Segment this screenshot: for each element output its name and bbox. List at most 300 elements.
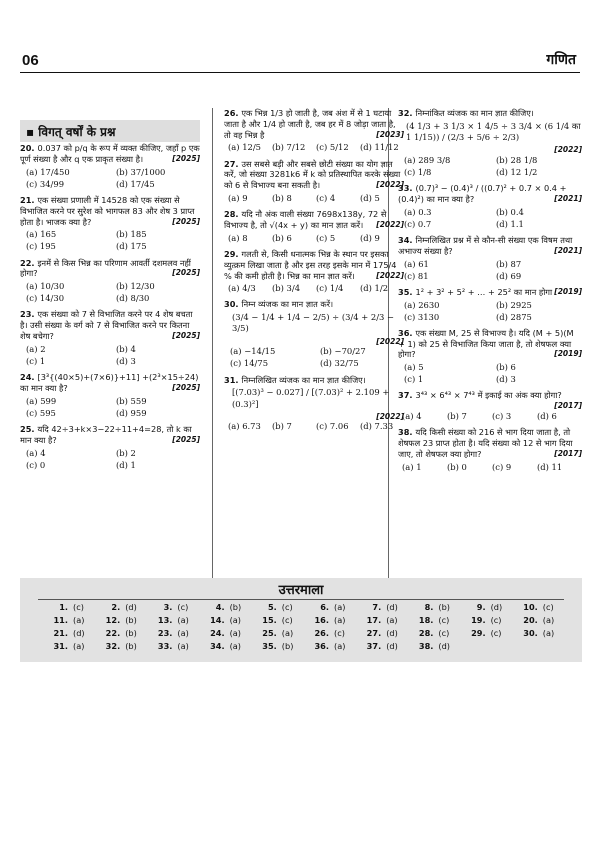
answer-option: (d) (438, 641, 450, 651)
question-text: इनमें से किस भिन्न का परिणाम आवर्ती दशमलव नहीं होगा? (20, 257, 191, 279)
answer-option: (c) (281, 602, 293, 612)
answer-entry (46, 615, 98, 625)
answer-entry (150, 602, 202, 612)
option: (d) 69 (496, 270, 522, 281)
question-number: 26. (224, 108, 239, 118)
question-number: 21. (20, 194, 35, 205)
option: (d) 1/2 (360, 283, 389, 294)
question-number: 35. (398, 286, 413, 297)
subject-title: गणित (546, 52, 576, 68)
answer-option: (b) (438, 602, 450, 612)
year-tag: [2021] (554, 245, 582, 255)
options (228, 283, 404, 294)
answer-option: (b) (229, 602, 242, 612)
question-text: उस सबसे बड़ी और सबसे छोटी संख्या का योग ज्ञात करें, जो संख्या 3281k6 में k को प्रतिस्थापित करके संख्या को 6 से विभाज्य बना सकती है। (224, 158, 401, 191)
answer-entry (307, 641, 359, 651)
option: (c) 1/4 (316, 283, 344, 294)
question-number: 25. (20, 423, 35, 434)
option: (b) 37/1000 (116, 166, 166, 177)
question (224, 108, 404, 154)
answer-option: (d) (386, 602, 398, 612)
answer-number: 7. (372, 602, 382, 612)
question (398, 183, 582, 230)
options (26, 448, 200, 471)
year-tag: [2022] (376, 336, 404, 346)
option: (a) 0.3 (404, 206, 432, 217)
answer-number: 32. (105, 641, 121, 651)
answer-option: (a) (73, 615, 85, 625)
option: (b) 12/30 (116, 281, 155, 292)
option: (d) 8/30 (116, 293, 150, 304)
option: (a) 8 (228, 232, 248, 243)
answer-number: 33. (157, 641, 173, 651)
answer-number: 28. (418, 628, 434, 638)
options (228, 142, 404, 153)
options (404, 362, 582, 385)
year-tag: [2022] (376, 411, 404, 421)
answer-number: 26. (314, 628, 329, 638)
option: (b) 0.4 (496, 206, 524, 217)
option: (a) 599 (26, 395, 57, 406)
question-text: निम्नांकित व्यंजक का मान ज्ञात कीजिए। (415, 108, 534, 118)
answer-option: (a) (334, 602, 346, 612)
answer-number: 19. (471, 615, 486, 625)
year-tag: [2025] (172, 434, 200, 444)
answer-entry (150, 641, 202, 651)
answer-option: (c) (177, 602, 189, 612)
question (398, 235, 582, 282)
options (228, 421, 404, 432)
question-expression: [(7.03)³ − 0.027] / [(7.03)² + 2.109 + (0.3)²] (232, 387, 390, 409)
answer-option: (a) (229, 641, 241, 651)
option: (a) 4/3 (228, 283, 256, 294)
answer-option: (b) (125, 615, 137, 625)
answer-entry (46, 628, 98, 638)
question-text: निम्नलिखित प्रश्न में से कौन-सी संख्या एक विषम तथा अभाज्य संख्या है? (398, 234, 573, 256)
option: (d) 959 (116, 407, 147, 418)
option: (c) 34/99 (26, 178, 65, 189)
question-text: यदि नौ अंक वाली संख्या 7698x138y, 72 से विभाज्य है, तो √(4x + y) का मान ज्ञात करें। (224, 209, 387, 230)
option: (b) 2 (116, 447, 136, 458)
option: (c) 3 (492, 411, 512, 422)
option: (b) 3/4 (272, 283, 301, 294)
answer-entry (46, 641, 98, 651)
answer-option: (a) (229, 628, 241, 638)
question-text: 3⁴³ × 6⁴³ × 7⁴³ में इकाई का अंक क्या होगा? (415, 390, 562, 401)
answer-entry (411, 615, 463, 625)
answer-option: (a) (177, 641, 189, 651)
answer-option: (d) (386, 641, 398, 651)
option: (b) 6 (272, 232, 292, 243)
question-number: 31. (224, 374, 239, 385)
answer-number: 13. (157, 615, 173, 625)
answer-entry (255, 615, 307, 625)
option: (b) 6 (496, 362, 516, 373)
answer-entry (255, 641, 307, 651)
answer-number: 29. (471, 628, 486, 638)
answer-option: (a) (386, 615, 398, 625)
question-number: 22. (20, 257, 35, 268)
question-column-3 (398, 108, 582, 478)
option: (a) 2 (26, 343, 46, 354)
year-tag: [2017] (554, 448, 582, 458)
option: (a) 12/5 (228, 142, 261, 153)
question (224, 209, 404, 244)
question (20, 143, 200, 190)
year-tag: [2025] (172, 216, 200, 226)
question-number: 36. (398, 327, 413, 338)
answer-number: 37. (366, 641, 382, 651)
option: (c) 0.7 (404, 218, 432, 229)
answer-number: 25. (262, 628, 277, 638)
answer-number: 27. (366, 628, 382, 638)
answer-entry (307, 615, 359, 625)
option: (b) 0 (447, 461, 467, 472)
answer-entry (307, 602, 359, 612)
option: (a) 1 (402, 461, 422, 472)
option: (d) 12 1/2 (496, 167, 538, 177)
option: (d) 1.1 (496, 218, 524, 229)
option: (a) 289 3/8 (404, 154, 451, 165)
option: (a) 9 (228, 193, 248, 204)
answer-number: 4. (215, 602, 225, 612)
question (20, 309, 200, 367)
question-text: (0.7)³ − (0.4)³ / ((0.7)² + 0.7 × 0.4 + (0.4)²) का मान क्या है? (398, 183, 567, 204)
question (398, 427, 582, 473)
answer-number: 20. (523, 615, 538, 625)
option: (a) −14/15 (230, 346, 276, 357)
question-text: एक संख्या प्रणाली में 14528 को एक संख्या से विभाजित करने पर सुरेश को भागफल 83 और शेष 3 प्राप्त होता है। भाजक क्या है? (20, 194, 195, 227)
question-number: 33. (398, 183, 413, 194)
question (224, 299, 404, 369)
answer-entry (203, 628, 255, 638)
option: (c) 14/30 (26, 293, 65, 304)
answer-number: 9. (476, 602, 486, 612)
page-number: 06 (22, 52, 39, 69)
year-tag: [2023] (376, 129, 404, 139)
answer-entry (203, 615, 255, 625)
question-number: 29. (224, 248, 239, 259)
answer-entry (411, 628, 463, 638)
option: (a) 2630 (404, 299, 440, 310)
options (26, 396, 200, 419)
option: (c) 14/75 (230, 358, 269, 369)
option: (b) 185 (116, 229, 147, 240)
option: (a) 17/450 (26, 166, 70, 177)
options (402, 411, 582, 422)
question-text: निम्न व्यंजक का मान ज्ञात करें। (241, 299, 334, 310)
answer-option: (d) (125, 602, 137, 612)
question-number: 23. (20, 309, 35, 320)
answer-key-title: उत्तरमाला (278, 583, 324, 598)
question-text: एक भिन्न 1/3 हो जाती है, जब अंश में से 1 घटाया जाता है और 1/4 हो जाती है, जब हर में 8 जोड़ा जाता है, तो वह भिन्न है (224, 108, 396, 140)
option: (b) 2925 (496, 299, 532, 310)
option: (c) 1 (26, 355, 46, 366)
question-text: निम्नलिखित व्यंजक का मान ज्ञात कीजिए। (241, 374, 366, 385)
answer-number: 10. (523, 602, 538, 612)
answer-option: (b) (125, 628, 137, 638)
year-tag: [2025] (172, 331, 200, 341)
answer-number: 38. (418, 641, 434, 651)
answer-entry (46, 602, 98, 612)
answer-number: 5. (267, 602, 277, 612)
answer-option: (c) (490, 615, 502, 625)
answer-entry (150, 628, 202, 638)
option: (d) 11 (537, 461, 563, 472)
answer-option: (a) (177, 615, 189, 625)
section-heading: ▪ विगत् वर्षों के प्रश्न (20, 120, 200, 142)
options (404, 259, 582, 282)
answer-number: 16. (314, 615, 329, 625)
answer-option: (a) (73, 641, 85, 651)
year-tag: [2025] (172, 268, 200, 278)
option: (d) 2875 (496, 311, 532, 322)
question (20, 195, 200, 253)
options (26, 281, 200, 304)
column-divider-1 (212, 108, 213, 578)
options (26, 229, 200, 252)
option: (b) 7 (272, 421, 292, 432)
year-tag: [2019] (554, 286, 582, 296)
answer-number: 1. (59, 602, 68, 612)
header-rule (20, 72, 580, 73)
question-number: 32. (398, 108, 413, 118)
year-tag: [2019] (554, 349, 582, 359)
answer-option: (a) (334, 615, 346, 625)
answer-number: 36. (314, 641, 329, 651)
option: (d) 17/45 (116, 178, 155, 189)
question-text: 1² + 3² + 5² + … + 25² का मान होगा (415, 286, 553, 297)
answer-number: 6. (320, 602, 329, 612)
answer-option: (c) (490, 628, 502, 638)
question (398, 328, 582, 386)
answer-entry (98, 628, 150, 638)
question-text: यदि किसी संख्या को 216 से भाग दिया जाता है, तो शेषफल 23 प्राप्त होता है। यदि संख्या को 12 से भाग दिया जाए, तो शेषफल क्या होगा? (398, 427, 573, 459)
answer-entry (359, 602, 411, 612)
option: (b) −70/27 (320, 346, 366, 357)
option: (c) 595 (26, 407, 56, 418)
answer-key (20, 578, 582, 662)
answer-number: 18. (418, 615, 434, 625)
year-tag: [2025] (172, 153, 200, 163)
answer-entry (98, 641, 150, 651)
answer-key-rule (38, 599, 564, 600)
question (224, 375, 404, 433)
question-text: यदि 42÷3+k×3−22÷11+4=28, तो k का मान क्या है? (20, 423, 192, 445)
answer-option: (d) (386, 628, 398, 638)
options (404, 300, 582, 323)
option: (b) 559 (116, 395, 147, 406)
question-text: गलती से, किसी धनात्मक भिन्न के स्थान पर इसका व्युत्क्रम लिखा जाता है और इस तरह इसके मान में 175/4 % की कमी होती है। भिन्न का मान ज्ञात करें। (224, 248, 397, 281)
option: (c) 4 (316, 193, 336, 204)
question (398, 287, 582, 323)
answer-entry (203, 602, 255, 612)
option: (d) 11/12 (360, 142, 399, 153)
option: (b) 7/12 (272, 142, 306, 153)
question-column-1 (20, 143, 200, 476)
answer-number: 8. (424, 602, 434, 612)
option: (a) 5 (404, 362, 424, 373)
question-number: 30. (224, 299, 239, 310)
answer-entry (98, 602, 150, 612)
answer-entry (203, 641, 255, 651)
answer-option: (a) (281, 628, 294, 638)
question (20, 258, 200, 305)
option: (c) 1 (404, 374, 424, 385)
answer-entry (411, 641, 463, 651)
option: (d) 1 (116, 459, 136, 470)
option: (c) 81 (404, 270, 429, 281)
answer-option: (b) (281, 641, 294, 651)
answer-entry (464, 615, 516, 625)
option: (c) 195 (26, 241, 56, 252)
question-number: 20. (20, 143, 35, 153)
option: (a) 6.73 (228, 421, 261, 432)
option: (d) 3 (496, 374, 516, 385)
option: (d) 7.33 (360, 421, 394, 432)
year-tag: [2022] (554, 145, 582, 155)
question (398, 108, 582, 178)
answer-number: 31. (53, 641, 68, 651)
answer-entry (516, 628, 568, 638)
option: (c) 3130 (404, 311, 440, 322)
answer-entry (516, 602, 568, 612)
answer-option: (c) (438, 628, 450, 638)
question-text: एक संख्या M, 25 से विभाज्य है। यदि (M + 5)(M + 1) को 25 से विभाजित किया जाता है, तो शेषफल क्या होगा? (398, 327, 574, 360)
question (398, 390, 582, 422)
options (26, 344, 200, 367)
answer-number: 2. (111, 602, 121, 612)
question-column-2 (224, 108, 404, 438)
answer-number: 17. (366, 615, 382, 625)
answer-option: (c) (542, 602, 554, 612)
answer-number: 14. (210, 615, 225, 625)
option: (d) 175 (116, 241, 147, 252)
answer-number: 12. (105, 615, 121, 625)
options (228, 233, 404, 244)
answer-entry (359, 628, 411, 638)
question-number: 37. (398, 390, 413, 401)
question-number: 38. (398, 427, 413, 438)
answer-number: 21. (53, 628, 68, 638)
answer-number: 22. (105, 628, 121, 638)
question (20, 424, 200, 471)
options (228, 193, 404, 204)
year-tag: [2025] (172, 382, 200, 392)
option: (d) 5 (360, 193, 380, 204)
option: (a) 4 (402, 411, 422, 422)
option: (b) 87 (496, 258, 522, 269)
question-text: 0.037 को p/q के रूप में व्यक्त कीजिए, जहाँ p एक पूर्ण संख्या है और q एक प्राकृत संख्या है। (20, 143, 200, 164)
year-tag: [2022] (376, 180, 404, 190)
answer-entry (150, 615, 202, 625)
option: (a) 61 (404, 258, 429, 269)
answer-entry (411, 602, 463, 612)
question-text: एक संख्या को 7 से विभाजित करने पर 4 शेष बचता है। उसी संख्या के वर्ग को 7 से विभाजित करने पर कितना शेष बचेगा? (20, 309, 193, 342)
question-expression: (3/4 − 1/4 + 1/4 − 2/5) ÷ (3/4 + 2/3 − 3/5) (232, 312, 395, 334)
answer-number: 15. (262, 615, 277, 625)
option: (a) 165 (26, 229, 57, 240)
answer-option: (c) (438, 615, 450, 625)
question-number: 34. (398, 234, 413, 245)
answer-number: 35. (262, 641, 277, 651)
answer-option: (d) (490, 602, 503, 612)
year-tag: [2022] (376, 270, 404, 280)
answer-option: (a) (542, 615, 555, 625)
answer-option: (c) (334, 628, 345, 638)
answer-option: (a) (542, 628, 555, 638)
option: (c) 5 (316, 232, 336, 243)
answer-number: 34. (210, 641, 225, 651)
option: (c) 7.06 (316, 421, 349, 432)
option: (c) 9 (492, 461, 512, 472)
answer-entry (516, 615, 568, 625)
question-number: 24. (20, 372, 35, 383)
options (230, 346, 404, 369)
answer-entry (359, 615, 411, 625)
answer-number: 23. (157, 628, 173, 638)
question-expression: (4 1/3 + 3 1/3 × 1 4/5 ÷ 3 3/4 × (6 1/4 का 1 1/15)) / (2/3 + 5/6 ÷ 2/3) (406, 120, 581, 142)
year-tag: [2017] (554, 401, 582, 411)
option: (d) 6 (537, 411, 557, 422)
options (402, 462, 582, 473)
answer-entry (359, 641, 411, 651)
question-number: 27. (224, 158, 239, 169)
answer-option: (d) (73, 628, 85, 638)
option: (b) 7 (447, 411, 467, 422)
question-text: [3³{(40×5)+(7×6)}+11] +(2³×15÷24) का मान क्या है? (20, 372, 199, 393)
option: (c) 0 (26, 459, 46, 470)
answer-option: (b) (125, 641, 137, 651)
answer-number: 30. (523, 628, 538, 638)
answer-option: (c) (73, 602, 84, 612)
answer-number: 11. (53, 615, 68, 625)
year-tag: [2022] (376, 219, 404, 229)
option: (a) 4 (26, 447, 46, 458)
options (404, 207, 582, 230)
year-tag: [2021] (554, 193, 582, 203)
option: (b) 4 (116, 343, 136, 354)
answer-entry (307, 628, 359, 638)
option: (a) 10/30 (26, 281, 65, 292)
option: (c) 5/12 (316, 142, 349, 153)
option: (d) 32/75 (320, 358, 359, 369)
answer-entry (98, 615, 150, 625)
answer-grid (46, 602, 568, 651)
option: (d) 3 (116, 355, 136, 366)
answer-number: 3. (163, 602, 173, 612)
answer-option: (a) (177, 628, 189, 638)
answer-entry (255, 628, 307, 638)
answer-option: (c) (281, 615, 293, 625)
answer-option: (a) (229, 615, 241, 625)
answer-entry (255, 602, 307, 612)
options (404, 155, 582, 178)
question (224, 159, 404, 205)
option: (d) 9 (360, 232, 380, 243)
option: (c) 1/8 (404, 167, 432, 177)
option: (b) 28 1/8 (496, 154, 538, 165)
options (26, 167, 200, 190)
question-number: 28. (224, 209, 239, 220)
answer-option: (a) (334, 641, 346, 651)
answer-number: 24. (210, 628, 225, 638)
answer-entry (464, 628, 516, 638)
question (20, 372, 200, 419)
answer-entry (464, 602, 516, 612)
option: (b) 8 (272, 193, 292, 204)
question (224, 249, 404, 295)
